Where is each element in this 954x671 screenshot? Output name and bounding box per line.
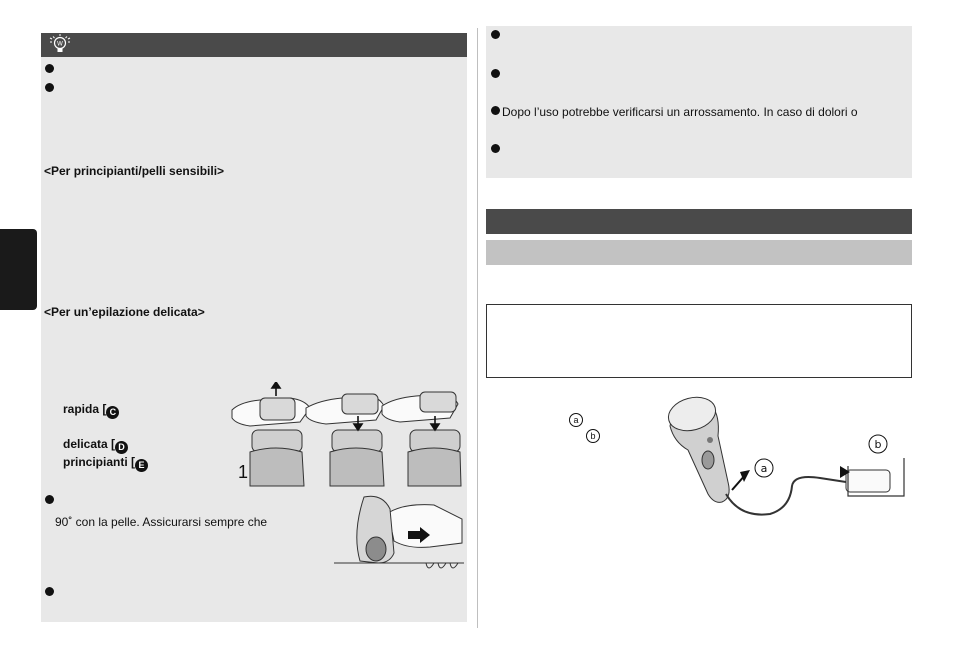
cap-e-icon: E [135,459,148,472]
language-side-tab [0,229,37,310]
subheading-beginners: <Per principianti/pelli sensibili> [44,164,225,178]
cap-d-icon: D [115,441,128,454]
redness-warning-text: Dopo l’uso potrebbe verificarsi un arrossamento. In caso di dolori o [502,105,858,119]
marker-a-small: a [569,413,583,427]
subsection-header-bar [486,240,912,265]
svg-text:b: b [874,438,882,451]
bullet-6 [491,69,500,78]
svg-text:W: W [57,40,63,48]
bullet-7 [491,106,500,115]
bullet-1 [45,64,54,73]
bullet-3 [45,495,54,504]
section-header-bar [486,209,912,234]
subheading-delicate: <Per un’epilazione delicata> [44,305,205,319]
tips-header-bar [41,33,467,57]
right-info-panel [486,26,912,178]
cap-label-delicata: delicata [ D [63,437,128,454]
cap-c-icon: C [106,406,119,419]
figure-number: 1 [238,462,249,482]
marker-b-small: b [586,429,600,443]
svg-text:a: a [760,462,768,475]
cap-attachment-illustration [230,382,462,488]
lightbulb-tip-icon [45,33,75,55]
bullet-4 [45,587,54,596]
usage-angle-illustration [334,493,464,571]
column-divider [477,28,478,628]
cap-label-rapida: rapida [ C [63,402,119,419]
bullet-2 [45,83,54,92]
cap-label-principianti: principianti [ E [63,455,148,472]
notice-box [486,304,912,378]
bullet-8 [491,144,500,153]
angle-instruction-text: 90˚ con la pelle. Assicurarsi sempre che [55,515,268,529]
bullet-5 [491,30,500,39]
charging-illustration [660,386,920,526]
